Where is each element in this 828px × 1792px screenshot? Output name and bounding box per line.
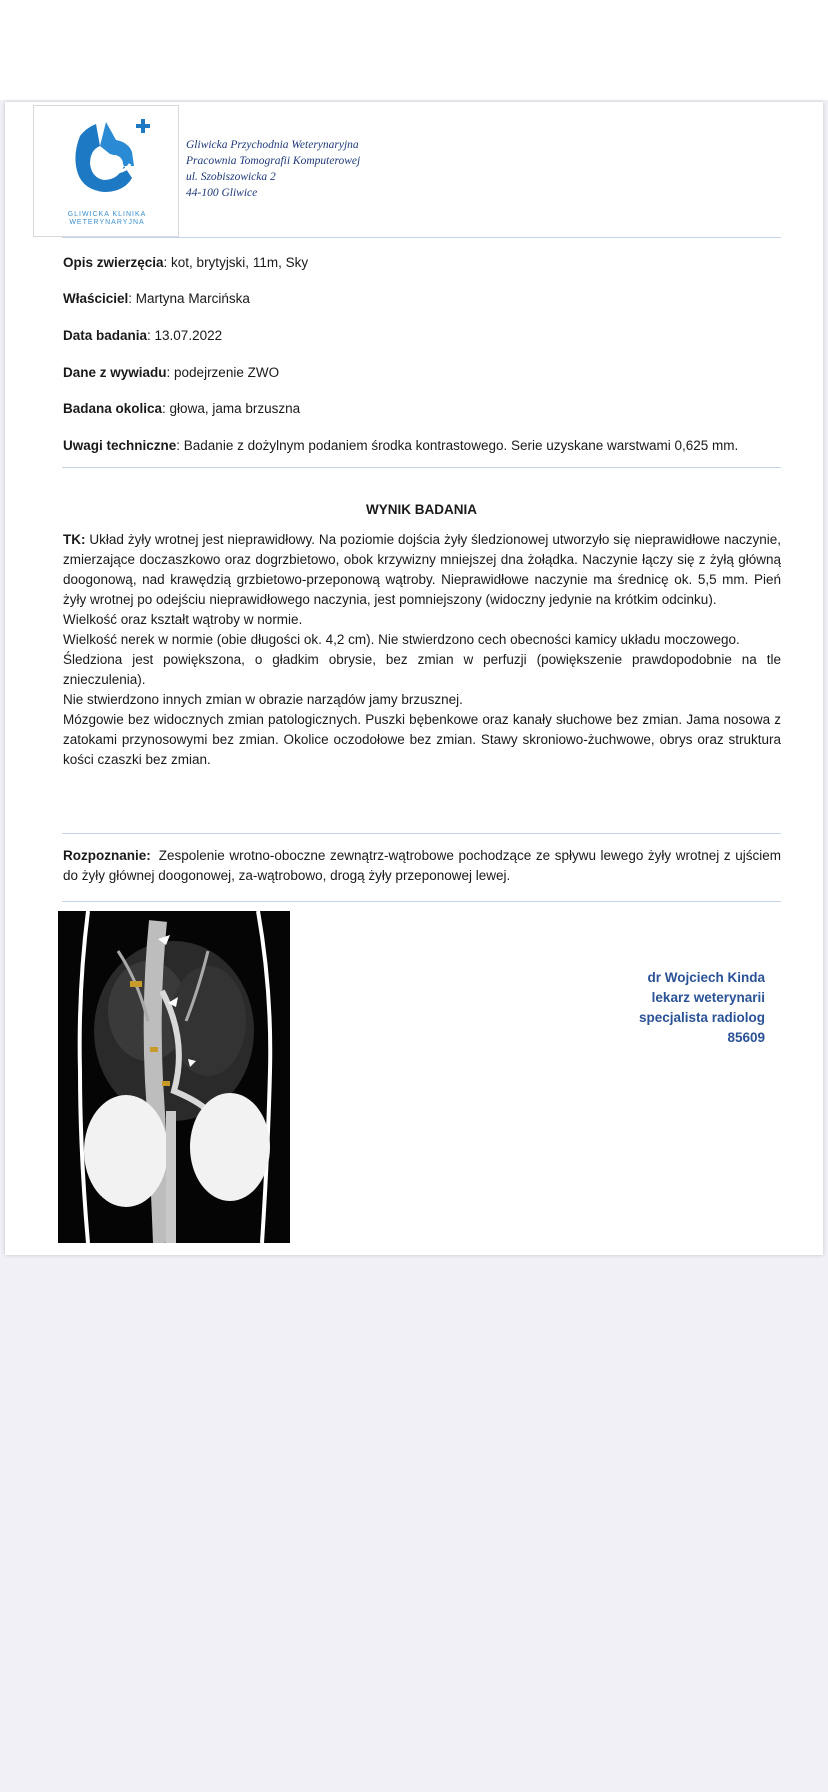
logo-text: GLIWICKA KLINIKA WETERYNARYJNA [67, 211, 147, 226]
doctor-title: lekarz weterynarii [651, 990, 765, 1005]
field-region: Badana okolica: głowa, jama brzuszna [63, 401, 301, 416]
clinic-name: Gliwicka Przychodnia Weterynaryjna [186, 139, 359, 151]
divider [62, 901, 781, 902]
result-line: Mózgowie bez widocznych zmian patologicznych. Puszki bębenkowe oraz kanały słuchowe bez zmian. Jama nosowa z zatokami przynosowymi bez zmian. Okolice oczodołowe bez zmian. Stawy skroniowo-żuchwowe, obrys oraz struktura kości czaszki bez zmian. [63, 712, 781, 767]
field-technical-notes: Uwagi techniczne: Badanie z dożylnym podaniem środka kontrastowego. Serie uzyskane warstwami 0,625 mm. [63, 438, 739, 453]
result-line: Wielkość oraz kształt wątroby w normie. [63, 612, 303, 627]
field-history: Dane z wywiadu: podejrzenie ZWO [63, 365, 280, 380]
clinic-street: ul. Szobiszowicka 2 [186, 171, 276, 183]
signature [639, 968, 765, 1048]
field-animal: Opis zwierzęcia: kot, brytyjski, 11m, Sky [63, 255, 309, 270]
divider [62, 833, 781, 834]
result-body [63, 530, 781, 770]
result-line: Nie stwierdzono innych zmian w obrazie narządów jamy brzusznej. [63, 692, 463, 707]
field-owner: Właściciel: Martyna Marcińska [63, 291, 250, 306]
ct-scan-image [58, 911, 290, 1243]
divider [62, 467, 781, 468]
clinic-department: Pracownia Tomografii Komputerowej [186, 155, 361, 167]
result-line: Śledziona jest powiększona, o gładkim obrysie, bez zmian w perfuzji (powiększenie prawdopodobnie na tle znieczulenia). [63, 652, 781, 687]
clinic-address [186, 137, 360, 201]
clinic-city: 44-100 Gliwice [186, 187, 258, 199]
field-exam-date: Data badania: 13.07.2022 [63, 328, 223, 343]
top-bar [0, 0, 828, 100]
clinic-logo [33, 105, 179, 237]
doctor-specialty: specjalista radiolog [638, 1010, 765, 1025]
doctor-license-number: 85609 [727, 1030, 765, 1045]
result-title: WYNIK BADANIA [366, 502, 477, 517]
divider [62, 237, 781, 238]
diagnosis: Rozpoznanie: Zespolenie wrotno-oboczne zewnątrz-wątrobowe pochodzące ze spływu lewego żyły wrotnej z ujściem do żyły głównej doogonowej, za-wątrobowo, drogą żyły przeponowej lewej. [63, 848, 781, 883]
report-page [5, 102, 823, 1255]
pet-logo-icon [34, 106, 178, 210]
doctor-name: dr Wojciech Kinda [647, 970, 765, 985]
result-line: Wielkość nerek w normie (obie długości ok. 4,2 cm). Nie stwierdzono cech obecności kamicy układu moczowego. [63, 632, 740, 647]
tk-paragraph: TK: Układ żyły wrotnej jest nieprawidłowy. Na poziomie dojścia żyły śledzionowej utworzyło się nieprawidłowe naczynie, zmierzające doczaszkowo oraz dogrzbietowo, obok krzywizny mniejszej dna żołądka. Naczynie łączy się z żyłą główną doogonową, nad krawędzią grzbietowo-przeponową wątroby. Nieprawidłowe naczynie ma średnicę ok. 5,5 mm. Pień żyły wrotnej po odejściu nieprawidłowego naczynia, jest pomniejszony (widoczny jedynie na krótkim odcinku). [63, 532, 781, 607]
